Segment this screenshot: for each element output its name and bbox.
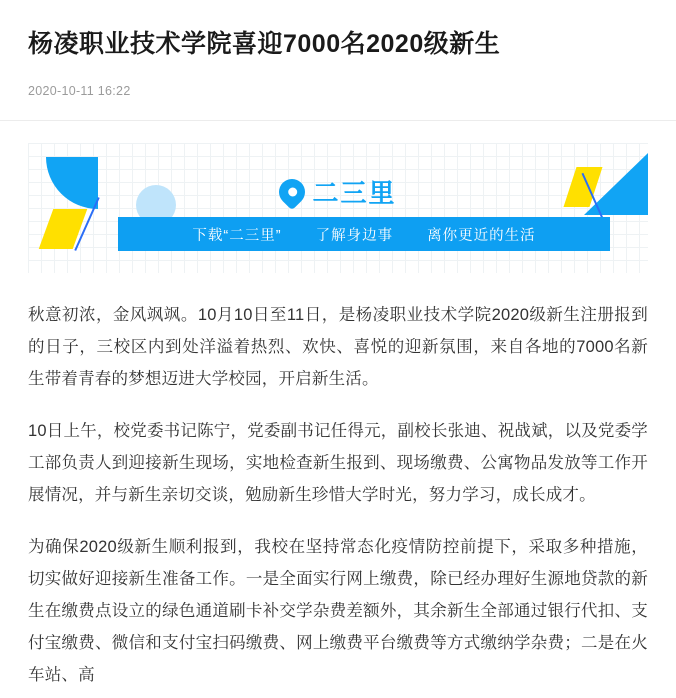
banner-yellow-shape-left [39,209,88,249]
banner-slogan-3: 离你更近的生活 [427,227,536,244]
banner-brand-name: 二三里 [312,178,397,208]
promo-banner-wrap [0,121,676,273]
article-paragraph: 秋意初浓，金风飒飒。10月10日至11日，是杨凌职业技术学院2020级新生注册报到的日子，三校区内到处洋溢着热烈、欢快、喜悦的迎新氛围，来自各地的7000名新生带着青春的梦想迈进大学校园，开启新生活。 [28,306,648,388]
article-paragraph: 10日上午，校党委书记陈宁，党委副书记任得元，副校长张迪、祝战斌，以及党委学工部负责人到迎接新生现场，实地检查新生报到、现场缴费、公寓物品发放等工作开展情况，并与新生亲切交谈，勉励新生珍惜大学时光，努力学习，成长成才。 [28,422,648,504]
location-pin-icon [274,173,311,210]
page-title: 杨凌职业技术学院喜迎7000名2020级新生 [28,30,501,58]
banner-brand [28,173,648,210]
banner-slogan-2: 了解身边事 [315,227,394,244]
banner-slogan-1: 下载“二三里” [192,227,282,244]
article-paragraph: 为确保2020级新生顺利报到，我校在坚持常态化疫情防控前提下，采取多种措施，切实做好迎接新生准备工作。一是全面实行网上缴费，除已经办理好生源地贷款的新生在缴费点设立的绿色通道刷卡补交学杂费差额外，其余新生全部通过银行代扣、支付宝缴费、微信和支付宝扫码缴费、网上缴费平台缴费等方式缴纳学杂费；二是在火车站、高 [28,538,648,684]
banner-slogan-bar [118,217,610,251]
article-body [0,273,676,691]
article-header [0,0,676,98]
promo-banner[interactable] [28,143,648,273]
article-timestamp: 2020-10-11 16:22 [28,84,131,98]
